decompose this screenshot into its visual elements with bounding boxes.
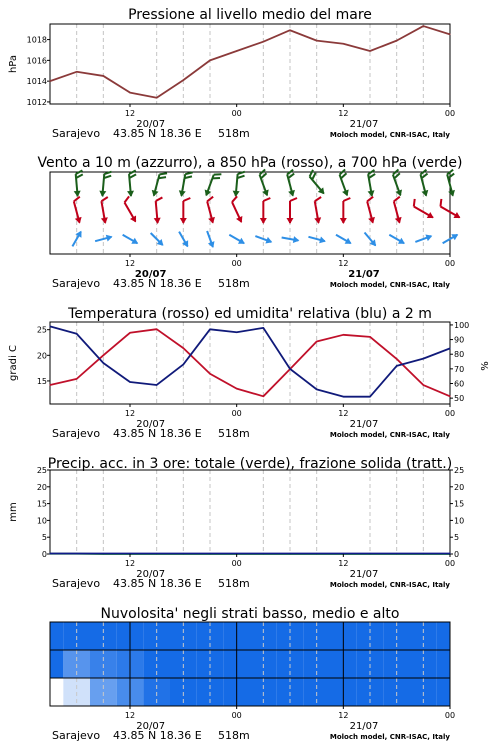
- wind-barb: [260, 198, 271, 224]
- data-point: [396, 40, 397, 41]
- y-tick-label: 80: [454, 350, 464, 359]
- wind-barb: [120, 196, 142, 224]
- data-point: [236, 50, 237, 51]
- barb-head: [340, 218, 347, 224]
- barb-head: [208, 241, 217, 249]
- data-point: [129, 381, 130, 382]
- y-tick-label: 20: [454, 483, 464, 492]
- wind-barb: [204, 230, 217, 249]
- data-point: [343, 334, 344, 335]
- date-label: 20/07: [136, 721, 165, 732]
- barb-feather: [314, 197, 321, 201]
- wind-barb: [390, 197, 407, 225]
- barb-head: [74, 191, 81, 198]
- data-point: [369, 396, 370, 397]
- x-tick-label: 00: [232, 109, 242, 118]
- data-point: [423, 384, 424, 385]
- y-tick-label: 20: [37, 351, 47, 360]
- barb-head: [453, 212, 462, 221]
- location-name: Sarajevo: [52, 277, 100, 290]
- data-point: [183, 364, 184, 365]
- data-point: [289, 30, 290, 31]
- data-point: [423, 553, 424, 554]
- date-label: 21/07: [348, 269, 380, 280]
- location-name: Sarajevo: [52, 577, 100, 590]
- barb-head: [178, 190, 186, 197]
- barb-head: [180, 218, 187, 224]
- cloud-cell: [50, 650, 63, 678]
- barb-head: [265, 237, 273, 246]
- barb-head: [425, 232, 433, 241]
- wind-barb: [335, 169, 354, 197]
- panel-title: Precip. acc. in 3 ore: totale (verde), frazione solida (tratt.): [48, 456, 452, 472]
- date-label: 20/07: [136, 569, 165, 580]
- data-point: [129, 553, 130, 554]
- wind-barb: [311, 197, 326, 224]
- wind-barb: [176, 230, 191, 249]
- location-elevation: 518m: [218, 729, 250, 742]
- wind-barb: [340, 198, 351, 224]
- data-point: [49, 326, 50, 327]
- plot-frame: [50, 470, 450, 554]
- data-point: [236, 388, 237, 389]
- barb-feather: [123, 196, 131, 202]
- location-elevation: 518m: [218, 127, 250, 140]
- date-label: 21/07: [350, 419, 379, 430]
- x-tick-label: 12: [338, 711, 348, 720]
- data-point: [209, 553, 210, 554]
- cloud-cell: [437, 650, 450, 678]
- data-point: [183, 80, 184, 81]
- model-credit: Moloch model, CNR-ISAC, Italy: [330, 733, 451, 741]
- data-point: [369, 553, 370, 554]
- barb-head: [398, 238, 407, 247]
- data-point: [289, 553, 290, 554]
- wind-barb: [178, 171, 193, 198]
- data-point: [236, 332, 237, 333]
- barb-head: [238, 238, 247, 247]
- data-point: [343, 43, 344, 44]
- barb-feather: [290, 198, 297, 201]
- wind-barb: [389, 169, 408, 197]
- y-tick-label: 5: [42, 533, 47, 542]
- x-tick-label: 12: [125, 259, 135, 268]
- y-tick-label: 90: [454, 336, 464, 345]
- barb-head: [287, 218, 294, 224]
- data-point: [423, 25, 424, 26]
- data-point: [76, 553, 77, 554]
- barb-head: [368, 190, 376, 197]
- barb-feather: [343, 198, 350, 201]
- x-tick-label: 12: [125, 409, 135, 418]
- wind-barb: [334, 232, 353, 247]
- barb-head: [345, 238, 354, 247]
- date-label: 20/07: [136, 419, 165, 430]
- panel-title: Pressione al livello medio del mare: [128, 7, 372, 23]
- wind-barb: [99, 171, 112, 198]
- data-point: [49, 384, 50, 385]
- location-coords: 43.85 N 18.36 E: [113, 577, 202, 590]
- model-credit: Moloch model, CNR-ISAC, Italy: [330, 281, 451, 289]
- wind-barb: [416, 170, 433, 198]
- location-coords: 43.85 N 18.36 E: [113, 127, 202, 140]
- y-tick-label: 10: [454, 516, 464, 525]
- x-tick-label: 00: [232, 259, 242, 268]
- wind-barb: [121, 232, 140, 247]
- y-tick-label: 1014: [27, 77, 47, 86]
- data-point: [156, 553, 157, 554]
- plot-frame: [50, 172, 450, 254]
- barb-head: [150, 190, 158, 198]
- x-tick-label: 00: [232, 711, 242, 720]
- wind-barb: [283, 170, 300, 198]
- data-point: [103, 362, 104, 363]
- wind-barb: [70, 197, 87, 225]
- cloud-cell: [50, 678, 63, 706]
- data-point: [396, 553, 397, 554]
- x-tick-label: 12: [338, 409, 348, 418]
- data-point: [183, 553, 184, 554]
- barb-feather: [231, 196, 239, 202]
- y-tick-label: 25: [37, 466, 47, 475]
- data-point: [183, 348, 184, 349]
- barb-head: [154, 218, 161, 225]
- barb-feather: [438, 199, 444, 207]
- wind-barb: [228, 232, 247, 247]
- cloud-cell: [437, 622, 450, 650]
- y-tick-label: 20: [37, 483, 47, 492]
- data-point: [263, 396, 264, 397]
- y-tick-label: 0: [42, 550, 47, 559]
- barb-head: [319, 237, 327, 245]
- data-point: [316, 389, 317, 390]
- y-tick-label: 1016: [27, 56, 47, 65]
- data-point: [156, 329, 157, 330]
- data-point: [236, 553, 237, 554]
- barb-head: [236, 216, 245, 224]
- data-point: [263, 553, 264, 554]
- location-elevation: 518m: [218, 277, 250, 290]
- x-tick-label: 12: [125, 711, 135, 720]
- pressure-panel: [8, 7, 455, 140]
- data-point: [209, 329, 210, 330]
- panel-title: Temperatura (rosso) ed umidita' relativa (blu) a 2 m: [67, 306, 432, 322]
- data-point: [49, 553, 50, 554]
- data-point: [129, 92, 130, 93]
- barb-head: [106, 233, 114, 241]
- y-tick-label: 60: [454, 380, 464, 389]
- y-tick-label: 5: [454, 533, 459, 542]
- barb-head: [260, 218, 267, 224]
- x-tick-label: 12: [125, 109, 135, 118]
- wind-barb: [72, 170, 85, 197]
- wind-barb: [287, 198, 298, 224]
- data-point: [263, 327, 264, 328]
- data-point: [369, 50, 370, 51]
- barb-feather: [263, 198, 270, 201]
- y-tick-label: 15: [454, 500, 464, 509]
- date-label: 20/07: [135, 269, 167, 280]
- x-tick-label: 00: [232, 559, 242, 568]
- panel-title: Nuvolosita' negli strati basso, medio e alto: [101, 606, 400, 622]
- y-tick-label: 50: [454, 394, 464, 403]
- data-point: [449, 34, 450, 35]
- y-tick-label: 25: [37, 326, 47, 335]
- data-point: [396, 365, 397, 366]
- data-point: [449, 553, 450, 554]
- precip-panel: [8, 456, 464, 590]
- y-tick-label: 15: [37, 377, 47, 386]
- x-tick-label: 00: [445, 109, 455, 118]
- x-tick-label: 00: [445, 559, 455, 568]
- barb-head: [75, 217, 83, 225]
- data-point: [209, 60, 210, 61]
- y-tick-label: 100: [454, 321, 469, 330]
- data-point: [316, 341, 317, 342]
- x-tick-label: 12: [338, 109, 348, 118]
- temperature-line: [50, 329, 450, 396]
- data-point: [263, 41, 264, 42]
- model-credit: Moloch model, CNR-ISAC, Italy: [330, 131, 451, 139]
- data-point: [343, 396, 344, 397]
- y-axis-label: gradi C: [8, 345, 19, 381]
- barb-head: [368, 217, 376, 225]
- wind-barb: [150, 171, 167, 199]
- data-point: [396, 358, 397, 359]
- barb-head: [314, 217, 322, 224]
- y-axis-label-right: %: [480, 361, 491, 371]
- y-axis-label: hPa: [8, 55, 19, 73]
- barb-head: [101, 217, 109, 224]
- data-point: [49, 81, 50, 82]
- y-tick-label: 70: [454, 365, 464, 374]
- y-tick-label: 1012: [27, 98, 47, 107]
- date-label: 21/07: [350, 721, 379, 732]
- wind-barb: [443, 170, 460, 198]
- barb-head: [395, 217, 403, 225]
- humidity-line: [50, 326, 450, 396]
- data-point: [369, 336, 370, 337]
- data-point: [103, 75, 104, 76]
- data-point: [209, 373, 210, 374]
- data-point: [103, 553, 104, 554]
- data-point: [343, 553, 344, 554]
- x-tick-label: 00: [232, 409, 242, 418]
- x-tick-label: 12: [338, 259, 348, 268]
- y-tick-label: 1018: [27, 36, 47, 45]
- barb-head: [427, 212, 436, 221]
- wind-barb: [152, 197, 165, 224]
- data-point: [103, 355, 104, 356]
- wind-barb: [125, 170, 138, 197]
- x-tick-label: 00: [445, 711, 455, 720]
- y-tick-label: 25: [454, 466, 464, 475]
- data-point: [156, 384, 157, 385]
- y-tick-label: 10: [37, 516, 47, 525]
- y-tick-label: 0: [454, 550, 459, 559]
- x-tick-label: 12: [125, 559, 135, 568]
- y-tick-label: 15: [37, 500, 47, 509]
- barb-head: [99, 191, 106, 198]
- data-point: [289, 368, 290, 369]
- barb-head: [422, 190, 430, 198]
- location-coords: 43.85 N 18.36 E: [113, 729, 202, 742]
- date-label: 21/07: [350, 119, 379, 130]
- barb-head: [342, 189, 351, 197]
- cloud-cell: [437, 678, 450, 706]
- y-axis-label: mm: [8, 502, 19, 521]
- model-credit: Moloch model, CNR-ISAC, Italy: [330, 431, 451, 439]
- wind-barb: [232, 171, 245, 198]
- x-tick-label: 12: [338, 559, 348, 568]
- barb-feather: [101, 197, 108, 201]
- wind-barb: [97, 197, 112, 224]
- wind-panel: [37, 155, 463, 290]
- wind-barb: [203, 197, 220, 225]
- cloud-cell: [50, 622, 63, 650]
- location-name: Sarajevo: [52, 127, 100, 140]
- wind-barb: [364, 170, 379, 197]
- data-point: [129, 332, 130, 333]
- wind-barb: [180, 198, 191, 224]
- barb-feather: [183, 198, 190, 201]
- x-tick-label: 00: [445, 409, 455, 418]
- data-point: [316, 40, 317, 41]
- date-label: 21/07: [350, 569, 379, 580]
- wind-barb: [203, 171, 222, 199]
- data-point: [423, 358, 424, 359]
- data-point: [76, 378, 77, 379]
- barb-head: [131, 238, 140, 247]
- data-point: [76, 333, 77, 334]
- data-point: [449, 348, 450, 349]
- data-point: [316, 553, 317, 554]
- data-point: [156, 97, 157, 98]
- location-coords: 43.85 N 18.36 E: [113, 427, 202, 440]
- panel-title: Vento a 10 m (azzurro), a 850 hPa (rosso), a 700 hPa (verde): [37, 155, 462, 171]
- data-point: [449, 396, 450, 397]
- model-credit: Moloch model, CNR-ISAC, Italy: [330, 581, 451, 589]
- data-point: [76, 71, 77, 72]
- barb-head: [293, 236, 300, 244]
- cloud-panel: [50, 606, 455, 742]
- wind-barb: [363, 197, 380, 225]
- barb-head: [288, 190, 296, 198]
- x-tick-label: 00: [445, 259, 455, 268]
- wind-barb: [305, 170, 330, 197]
- pressure-line: [50, 26, 450, 98]
- barb-feather: [411, 199, 417, 207]
- barb-feather: [155, 197, 162, 201]
- barb-feather: [214, 172, 222, 177]
- date-label: 20/07: [136, 119, 165, 130]
- wind-barb: [228, 196, 249, 224]
- location-elevation: 518m: [218, 427, 250, 440]
- wind-barb: [255, 169, 274, 197]
- barb-head: [451, 231, 460, 240]
- plot-frame: [50, 24, 450, 104]
- barb-head: [448, 190, 456, 198]
- location-coords: 43.85 N 18.36 E: [113, 277, 202, 290]
- location-name: Sarajevo: [52, 427, 100, 440]
- barb-head: [130, 215, 139, 224]
- temperature-panel: [8, 306, 491, 440]
- barb-head: [208, 217, 216, 225]
- location-elevation: 518m: [218, 577, 250, 590]
- location-name: Sarajevo: [52, 729, 100, 742]
